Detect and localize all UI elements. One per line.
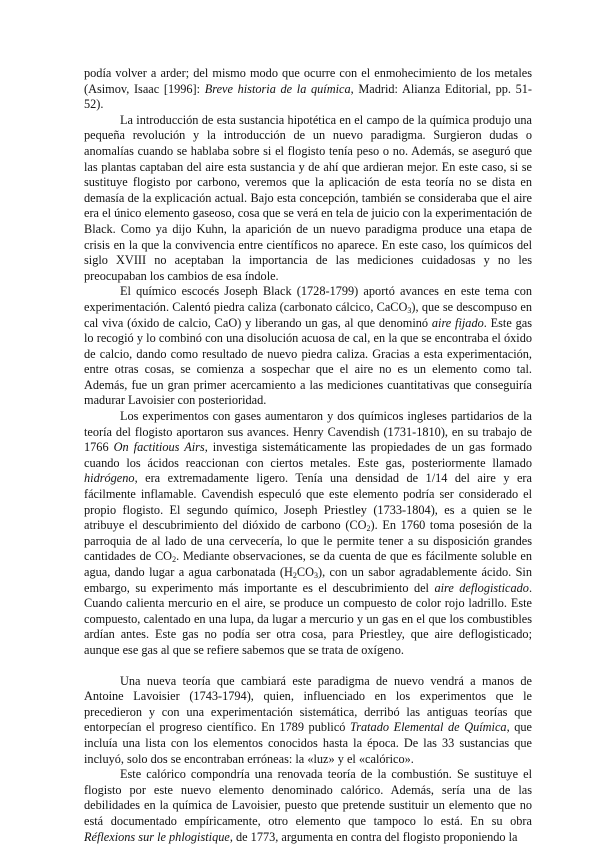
- text-run: Una nueva teoría que cambiará este paradigma de nuevo vendrá a manos de Antoine Lavoisier (1743-1794), quien, influenciado en los experimentos que le precedieron y con una experimentación sistemática, derribó las antiguas teorías que entorpecían el progreso científico. En 1789 publicó: [84, 673, 532, 735]
- italic-text: Tratado Elemental de Química: [350, 720, 507, 735]
- text-run: Los experimentos con gases aumentaron y dos químicos ingleses partidarios de la teoría del flogisto aportaron sus avances. Henry Cavendish (1731-1810), en su trabajo de 1766: [84, 409, 532, 455]
- italic-text: aire deflogisticado: [434, 580, 529, 595]
- text-run: ). En 1760 toma posesión de la parroquia de al lado de una cervecería, lo que le permite tener a su disposición grandes cantidades de CO: [84, 518, 532, 564]
- subscript: 2: [366, 524, 371, 534]
- text-run: El químico escocés Joseph Black (1728-1799) aportó avances en este tema con experimentación. Calentó piedra caliza (carbonato cálcico, CaCO: [84, 284, 532, 314]
- document-page: [84, 66, 532, 845]
- italic-text: hidrógeno: [84, 471, 135, 486]
- text-run: , de 1773, argumenta en contra del flogisto proponiendo la: [229, 829, 518, 844]
- italic-text: Réflexions sur le phlogistique: [84, 829, 230, 844]
- paragraph: [84, 113, 532, 285]
- text-run: . Mediante observaciones, se da cuenta de que es fácilmente soluble en agua, dando lugar a agua carbonatada (H: [84, 549, 532, 579]
- text-run: podía volver a arder; del mismo modo que ocurre con el enmohecimiento de los metales (Asimov, Isaac [1996]:: [84, 66, 532, 96]
- paragraph: [84, 767, 532, 845]
- text-run: . Cuando calienta mercurio en el aire, se produce un compuesto de color rojo ladrillo. Este compuesto, calentado en una lupa, da lugar a mercurio y un gas en el que los combustibles ardían antes. Este gas no podía ser otra cosa, para Priestley, que aire deflogisticado; aunque ese gas al que se refiere sabemos que se trata de oxígeno.: [84, 580, 533, 657]
- paragraph: [84, 66, 532, 113]
- italic-text: On factitious Airs: [113, 440, 205, 455]
- text-run: . Este gas lo recogió y lo combinó con una disolución acuosa de cal, en la que se encontraba el óxido de calcio, dando como resultado de nuevo piedra caliza. Gracias a esta experimentación, entre otras cosas, se comienza a sospechar que el aire no es un elemento como tal. Además, fue un gran primer acercamiento a las mediciones cuantitativas que conseguiría madurar Lavoisier con posterioridad.: [84, 315, 532, 408]
- text-run: La introducción de esta sustancia hipotética en el campo de la química produjo una pequeña revolución y la introducción de un nuevo paradigma. Surgieron dudas o anomalías cuando se hablaba sobre si el flogisto tenía peso o no. Además, se aseguró que las plantas captaban del aire esta sustancia y de ahí que ardieran mejor. En este caso, si se sustituye flogisto por carbono, veremos que la aplicación de esta teoría no se dista en demasía de la explicación actual. Bajo esta concepción, también se consideraba que el aire era el único elemento gaseoso, cosa que se verá en tela de juicio con la experimentación de Black. Como ya dijo Kuhn, la aparición de un nuevo paradigma produce una etapa de crisis en la que la convivencia entre científicos no aparece. En este caso, los químicos del siglo XVIII no aceptaban la importancia de las mediciones cuidadosas y no les preocupaban los cambios de esa índole.: [84, 112, 532, 283]
- italic-text: Breve historia de la química: [204, 81, 351, 96]
- text-run: CO: [296, 565, 314, 579]
- text-run: ), con un sabor agradablemente ácido. Sin embargo, su experimento más importante es el descubrimiento del: [84, 565, 532, 595]
- text-run: , era extremadamente ligero. Tenía una densidad de 1/14 del aire y era fácilmente inflamable. Cavendish especuló que este elemento podría ser considerado el propio flogisto. El segundo químico, Joseph Priestley (1733-1804), es a quien se le atribuye el descubrimiento del dióxido de carbono (CO: [84, 471, 532, 533]
- text-run: Este calórico compondría una renovada teoría de la combustión. Se sustituye el flogisto por este nuevo elemento denominado calórico. Además, sería una de las debilidades en la química de Lavoisier, puesto que pretende sustituir un elemento que no está documentado empíricamente, otro elemento que tampoco lo está. En su obra: [84, 767, 532, 828]
- paragraph: [84, 284, 532, 409]
- text-run: ), que se descompuso en cal viva (óxido de calcio, CaO) y liberando un gas, al que denominó: [84, 299, 532, 330]
- subscript: 3: [313, 571, 318, 580]
- italic-text: aire fijado: [431, 315, 484, 330]
- paragraph: [84, 674, 532, 768]
- subscript: 3: [407, 305, 412, 315]
- text-run: , investiga sistemáticamente las propiedades de un gas formado cuando los ácidos reaccionan con ciertos metales. Este gas, posteriormente llamado: [84, 440, 532, 470]
- subscript: 2: [172, 555, 177, 565]
- subscript: 2: [292, 571, 297, 580]
- text-run: , que incluía una lista con los elementos conocidos hasta la época. De las 33 sustancias que incluyó, solo dos se encontraban erróneas: la «luz» y el «calórico».: [84, 720, 532, 766]
- text-run: , Madrid: Alianza Editorial, pp. 51-52).: [84, 81, 532, 112]
- paragraph: [84, 409, 532, 659]
